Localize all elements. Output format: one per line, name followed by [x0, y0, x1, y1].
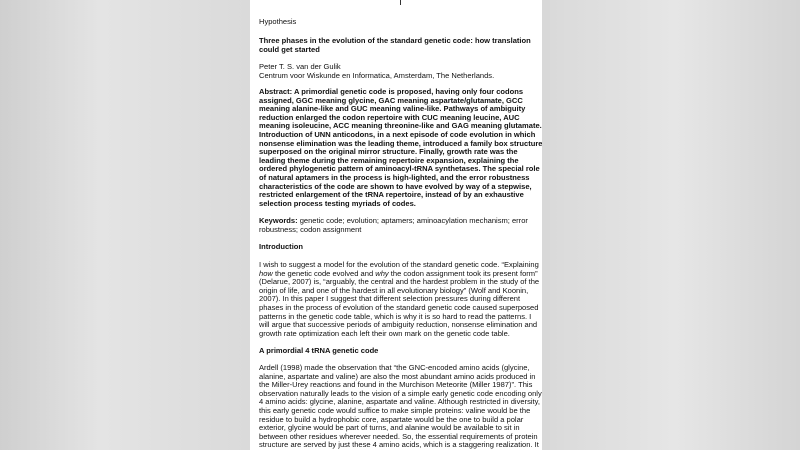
intro-how: how [259, 268, 273, 278]
abstract-label: Abstract: [259, 87, 293, 96]
text-cursor-mark [400, 0, 401, 5]
abstract-text: A primordial genetic code is proposed, having only four codons assigned, GGC meaning glycine, GAC meaning aspartate/glutamate, GCC meaning alanine-like and GUC meaning valine-like. Pathways of ambiguity reduction enlarged the codon repertoire with CUC meaning leucine, AUC meaning isoleucine, ACC meaning threonine-like and GAG meaning glutamate. Introduction of UNN anticodons, in a next episode of code evolution in which nonsense elimination was the leading theme, introduced a family box structure superposed on the original mirror structure. Finally, growth rate was the leading theme during the remaining repertoire expansion, explaining the ordered phylogenetic pattern of aminoacyl-tRNA synthetases. The special role of natural aptamers in the process is high-lighted, and the error robustness characteristics of the code are shown to have evolved by way of a stepwise, restricted enlargement of the tRNA repertoire, instead of by an exhaustive selection process testing myriads of codes. [259, 87, 542, 208]
right-backdrop [550, 0, 800, 450]
author-affiliation: Centrum voor Wiskunde en Informatica, Amsterdam, The Netherlands. [259, 70, 495, 80]
left-backdrop [0, 0, 250, 450]
paper-title: Three phases in the evolution of the standard genetic code: how translation could get started [259, 36, 531, 54]
intro-text-1: I wish to suggest a model for the evolution of the standard genetic code. “Explaining [259, 260, 539, 269]
section-label: Hypothesis [259, 17, 297, 26]
document-page [250, 0, 542, 450]
introduction-heading: Introduction [259, 242, 304, 251]
abstract [259, 88, 542, 208]
author-block [259, 63, 541, 80]
author-name: Peter T. S. van der Gulik [259, 62, 341, 71]
introduction-paragraph [259, 261, 542, 338]
keywords-label: Keywords: [259, 216, 298, 225]
intro-why: why [375, 268, 389, 278]
keywords [259, 217, 541, 234]
primordial-heading: A primordial 4 tRNA genetic code [259, 346, 379, 355]
primordial-paragraph: Ardell (1998) made the observation that “the GNC-encoded amino acids (glycine, alanine, aspartate and valine) are also the most abundant amino acids produced in the Miller-Urey reactions and found in the Murchison Meteorite (Miller 1987)”. This observation naturally leads to the vision of a simple early genetic code encoding only 4 amino acids: glycine, alanine, aspartate and valine. Although restricted in diversity, this early genetic code would suffice to make simple proteins: valine would be the residue to build a hydrophobic core, aspartate would be the one to build a polar exterior, glycine would be part of turns, and alanine would be available to sit in between other residues wherever needed. So, the essential requirements of protein structure are served by just these 4 amino acids, which is a staggering realization. It [259, 363, 542, 450]
intro-text-2: the genetic code evolved and [272, 268, 376, 278]
intro-text-3: the codon assignment took its present form” (Delarue, 2007) is, “arguably, the central and the hardest problem in the study of the origin of life, and one of the hardest in all evolutionary biology” (Wolf and Koonin, 2007). In this paper I suggest that different selection pressures during different phases in the process of evolution of the standard genetic code caused superposed patterns in the genetic code table, which is why it is so hard to read the patterns. I will argue that successive periods of ambiguity reduction, nonsense elimination and growth rate optimization each left their own mark on the genetic code table. [259, 268, 540, 338]
keywords-text: genetic code; evolution; aptamers; aminoacylation mechanism; error robustness; codon assignment [259, 216, 528, 234]
